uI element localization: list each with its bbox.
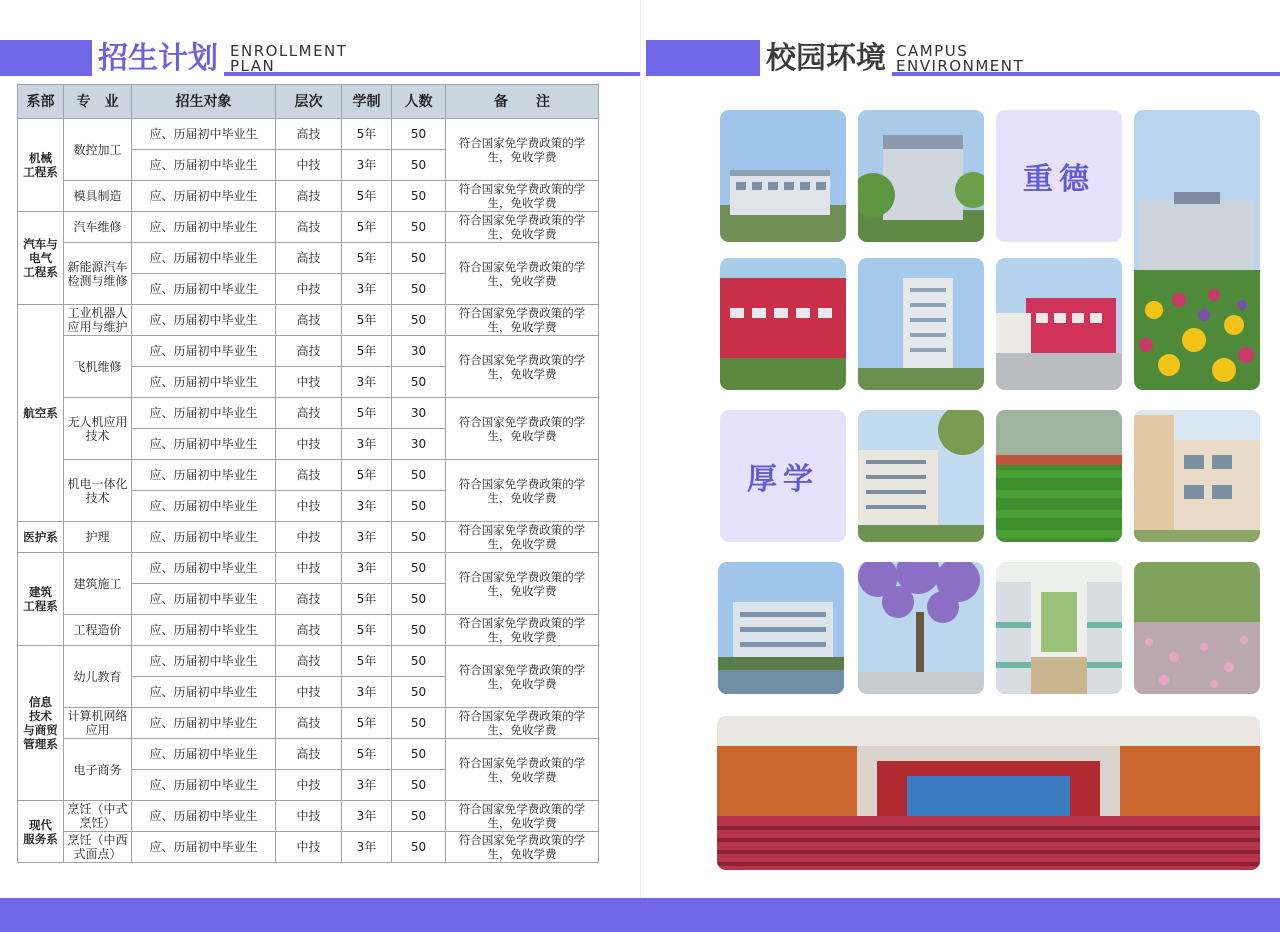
major-cell — [64, 460, 132, 522]
count-cell: 50 — [392, 367, 446, 398]
campus-photo-tower — [858, 258, 984, 390]
years-cell: 5年 — [342, 398, 392, 429]
campus-photo-auditorium — [717, 716, 1260, 870]
bottom-bar — [0, 898, 1280, 932]
level-cell: 高技 — [276, 119, 342, 150]
note-cell: 符合国家免学费政策的学生，免收学费 — [446, 181, 599, 212]
table-row — [18, 832, 599, 863]
note-cell: 符合国家免学费政策的学生，免收学费 — [446, 832, 599, 863]
years-cell: 3年 — [342, 274, 392, 305]
count-cell: 30 — [392, 398, 446, 429]
page-fold — [640, 0, 641, 932]
count-cell: 50 — [392, 615, 446, 646]
note-cell: 符合国家免学费政策的学生，免收学费 — [446, 460, 599, 522]
target-cell: 应、历届初中毕业生 — [132, 274, 276, 305]
level-cell: 高技 — [276, 646, 342, 677]
major-label: 机电一体化 技术 — [67, 476, 128, 505]
count-cell: 50 — [392, 739, 446, 770]
major-cell — [64, 119, 132, 181]
target-cell: 应、历届初中毕业生 — [132, 832, 276, 863]
level-cell: 高技 — [276, 336, 342, 367]
dept-cell: 医护系 — [18, 522, 64, 553]
table-row — [18, 336, 599, 367]
campus-title-cn: 校园环境 — [760, 40, 892, 76]
years-cell: 3年 — [342, 832, 392, 863]
table-row — [18, 398, 599, 429]
level-cell: 高技 — [276, 460, 342, 491]
col-header-years: 学制 — [342, 85, 392, 119]
table-row — [18, 243, 599, 274]
count-cell: 30 — [392, 429, 446, 460]
major-cell: 电子商务 — [64, 739, 132, 801]
target-cell: 应、历届初中毕业生 — [132, 429, 276, 460]
col-header-count: 人数 — [392, 85, 446, 119]
count-cell: 50 — [392, 522, 446, 553]
table-row — [18, 739, 599, 770]
target-cell: 应、历届初中毕业生 — [132, 801, 276, 832]
count-cell: 50 — [392, 584, 446, 615]
campus-header — [646, 40, 1280, 76]
dept-cell: 航空系 — [18, 305, 64, 522]
campus-photo-wisteria — [858, 562, 984, 694]
years-cell: 3年 — [342, 491, 392, 522]
major-cell — [64, 708, 132, 739]
level-cell: 中技 — [276, 367, 342, 398]
major-label: 工业机器人 应用与维护 — [67, 306, 128, 334]
col-header-dept: 系部 — [18, 85, 64, 119]
target-cell: 应、历届初中毕业生 — [132, 305, 276, 336]
note-cell: 符合国家免学费政策的学生，免收学费 — [446, 305, 599, 336]
target-cell: 应、历届初中毕业生 — [132, 336, 276, 367]
note-cell: 符合国家免学费政策的学生，免收学费 — [446, 398, 599, 460]
col-header-target: 招生对象 — [132, 85, 276, 119]
col-header-major: 专 业 — [64, 85, 132, 119]
table-row — [18, 708, 599, 739]
major-cell: 建筑施工 — [64, 553, 132, 615]
years-cell: 3年 — [342, 677, 392, 708]
count-cell: 50 — [392, 553, 446, 584]
target-cell: 应、历届初中毕业生 — [132, 677, 276, 708]
years-cell: 5年 — [342, 119, 392, 150]
level-cell: 高技 — [276, 615, 342, 646]
note-cell: 符合国家免学费政策的学生，免收学费 — [446, 708, 599, 739]
major-cell: 模具制造 — [64, 181, 132, 212]
campus-title-en-line1: CAMPUS — [896, 42, 969, 60]
target-cell: 应、历届初中毕业生 — [132, 739, 276, 770]
enrollment-title-en-line2: PLAN — [230, 57, 276, 75]
col-header-level: 层次 — [276, 85, 342, 119]
level-cell: 中技 — [276, 553, 342, 584]
campus-photo-lake-building — [718, 562, 844, 694]
years-cell: 5年 — [342, 646, 392, 677]
major-label: 计算机网络 应用 — [67, 709, 128, 737]
major-label: 烹饪（中西 式面点） — [67, 833, 128, 861]
dept-label: 现代 服务系 — [23, 817, 58, 846]
enrollment-title-cn: 招生计划 — [92, 40, 224, 76]
note-cell: 符合国家免学费政策的学生，免收学费 — [446, 801, 599, 832]
enrollment-table — [17, 84, 599, 863]
campus-photo-dorm-block — [858, 410, 984, 542]
table-header-row — [18, 85, 599, 119]
campus-photo-building-2 — [858, 110, 984, 242]
note-cell: 符合国家免学费政策的学生，免收学费 — [446, 119, 599, 181]
count-cell: 50 — [392, 677, 446, 708]
count-cell: 50 — [392, 646, 446, 677]
target-cell: 应、历届初中毕业生 — [132, 243, 276, 274]
level-cell: 中技 — [276, 801, 342, 832]
table-row — [18, 181, 599, 212]
years-cell: 3年 — [342, 801, 392, 832]
years-cell: 5年 — [342, 708, 392, 739]
major-cell: 幼儿教育 — [64, 646, 132, 708]
note-cell: 符合国家免学费政策的学生，免收学费 — [446, 615, 599, 646]
years-cell: 5年 — [342, 305, 392, 336]
level-cell: 中技 — [276, 522, 342, 553]
count-cell: 50 — [392, 770, 446, 801]
note-cell: 符合国家免学费政策的学生，免收学费 — [446, 243, 599, 305]
target-cell: 应、历届初中毕业生 — [132, 491, 276, 522]
campus-photo-sports-field — [996, 410, 1122, 542]
note-cell: 符合国家免学费政策的学生，免收学费 — [446, 646, 599, 708]
dept-cell — [18, 212, 64, 305]
count-cell: 50 — [392, 708, 446, 739]
dept-cell — [18, 646, 64, 801]
major-cell — [64, 801, 132, 832]
table-row — [18, 553, 599, 584]
level-cell: 高技 — [276, 708, 342, 739]
target-cell: 应、历届初中毕业生 — [132, 212, 276, 243]
years-cell: 3年 — [342, 429, 392, 460]
target-cell: 应、历届初中毕业生 — [132, 708, 276, 739]
target-cell: 应、历届初中毕业生 — [132, 460, 276, 491]
target-cell: 应、历届初中毕业生 — [132, 553, 276, 584]
target-cell: 应、历届初中毕业生 — [132, 584, 276, 615]
campus-photo-building-1 — [720, 110, 846, 242]
count-cell: 50 — [392, 181, 446, 212]
years-cell: 3年 — [342, 150, 392, 181]
note-cell: 符合国家免学费政策的学生，免收学费 — [446, 336, 599, 398]
enrollment-title-en-line1: ENROLLMENT — [230, 42, 348, 60]
years-cell: 3年 — [342, 367, 392, 398]
years-cell: 3年 — [342, 770, 392, 801]
major-cell — [64, 243, 132, 305]
level-cell: 中技 — [276, 150, 342, 181]
table-row — [18, 615, 599, 646]
level-cell: 中技 — [276, 274, 342, 305]
dept-label: 建筑 工程系 — [23, 585, 58, 613]
count-cell: 50 — [392, 150, 446, 181]
years-cell: 3年 — [342, 522, 392, 553]
level-cell: 高技 — [276, 584, 342, 615]
count-cell: 50 — [392, 460, 446, 491]
count-cell: 50 — [392, 305, 446, 336]
dept-label: 信息 技术 与商贸 管理系 — [23, 695, 58, 751]
table-row — [18, 212, 599, 243]
level-cell: 高技 — [276, 305, 342, 336]
target-cell: 应、历届初中毕业生 — [132, 646, 276, 677]
level-cell: 高技 — [276, 398, 342, 429]
campus-photo-gate-flowers — [1134, 110, 1260, 390]
level-cell: 中技 — [276, 677, 342, 708]
years-cell: 5年 — [342, 336, 392, 367]
years-cell: 5年 — [342, 460, 392, 491]
count-cell: 50 — [392, 212, 446, 243]
major-label: 数控加工 — [73, 142, 122, 157]
dept-label: 机械 工程系 — [23, 151, 58, 179]
target-cell: 应、历届初中毕业生 — [132, 398, 276, 429]
campus-photo-red-building — [720, 258, 846, 390]
level-cell: 高技 — [276, 739, 342, 770]
table-row — [18, 646, 599, 677]
target-cell: 应、历届初中毕业生 — [132, 181, 276, 212]
target-cell: 应、历届初中毕业生 — [132, 770, 276, 801]
level-cell: 中技 — [276, 770, 342, 801]
years-cell: 5年 — [342, 584, 392, 615]
note-cell: 符合国家免学费政策的学生，免收学费 — [446, 553, 599, 615]
major-cell — [64, 832, 132, 863]
years-cell: 5年 — [342, 739, 392, 770]
table-row — [18, 119, 599, 150]
major-cell — [64, 305, 132, 336]
target-cell: 应、历届初中毕业生 — [132, 119, 276, 150]
major-cell: 汽车维修 — [64, 212, 132, 243]
count-cell: 50 — [392, 491, 446, 522]
dept-cell — [18, 553, 64, 646]
years-cell: 5年 — [342, 615, 392, 646]
header-tab — [0, 40, 94, 76]
level-cell: 高技 — [276, 181, 342, 212]
major-cell: 护理 — [64, 522, 132, 553]
years-cell: 5年 — [342, 243, 392, 274]
major-label: 烹饪（中式 烹饪） — [67, 802, 128, 830]
target-cell: 应、历届初中毕业生 — [132, 522, 276, 553]
table-row — [18, 460, 599, 491]
target-cell: 应、历届初中毕业生 — [132, 150, 276, 181]
dept-cell — [18, 119, 64, 212]
target-cell: 应、历届初中毕业生 — [132, 615, 276, 646]
major-label: 无人机应用 技术 — [67, 414, 128, 443]
campus-title-en — [896, 44, 1024, 74]
enrollment-header — [0, 40, 640, 76]
level-cell: 高技 — [276, 212, 342, 243]
col-header-note: 备 注 — [446, 85, 599, 119]
motto-tile-learning: 厚学 — [720, 410, 846, 542]
campus-photo-blossom-path — [1134, 562, 1260, 694]
major-cell: 飞机维修 — [64, 336, 132, 398]
campus-photo-dorm-room — [996, 562, 1122, 694]
count-cell: 30 — [392, 336, 446, 367]
years-cell: 5年 — [342, 181, 392, 212]
count-cell: 50 — [392, 119, 446, 150]
years-cell: 5年 — [342, 212, 392, 243]
campus-title-en-line2: ENVIRONMENT — [896, 57, 1025, 75]
enrollment-title-en — [230, 44, 347, 74]
note-cell: 符合国家免学费政策的学生，免收学费 — [446, 739, 599, 801]
major-label: 新能源汽车 检测与维修 — [67, 259, 128, 288]
major-cell: 工程造价 — [64, 615, 132, 646]
table-row — [18, 305, 599, 336]
level-cell: 中技 — [276, 832, 342, 863]
count-cell: 50 — [392, 274, 446, 305]
dept-cell — [18, 801, 64, 863]
count-cell: 50 — [392, 801, 446, 832]
years-cell: 3年 — [342, 553, 392, 584]
major-cell — [64, 398, 132, 460]
target-cell: 应、历届初中毕业生 — [132, 367, 276, 398]
table-row — [18, 522, 599, 553]
campus-photo-teaching-building — [1134, 410, 1260, 542]
campus-photo-pink-building — [996, 258, 1122, 390]
header-tab — [646, 40, 766, 76]
dept-label: 汽车与 电气 工程系 — [23, 237, 58, 279]
count-cell: 50 — [392, 832, 446, 863]
table-row — [18, 801, 599, 832]
level-cell: 中技 — [276, 429, 342, 460]
level-cell: 高技 — [276, 243, 342, 274]
note-cell: 符合国家免学费政策的学生，免收学费 — [446, 212, 599, 243]
motto-tile-virtue: 重德 — [996, 110, 1122, 242]
count-cell: 50 — [392, 243, 446, 274]
note-cell: 符合国家免学费政策的学生，免收学费 — [446, 522, 599, 553]
level-cell: 中技 — [276, 491, 342, 522]
